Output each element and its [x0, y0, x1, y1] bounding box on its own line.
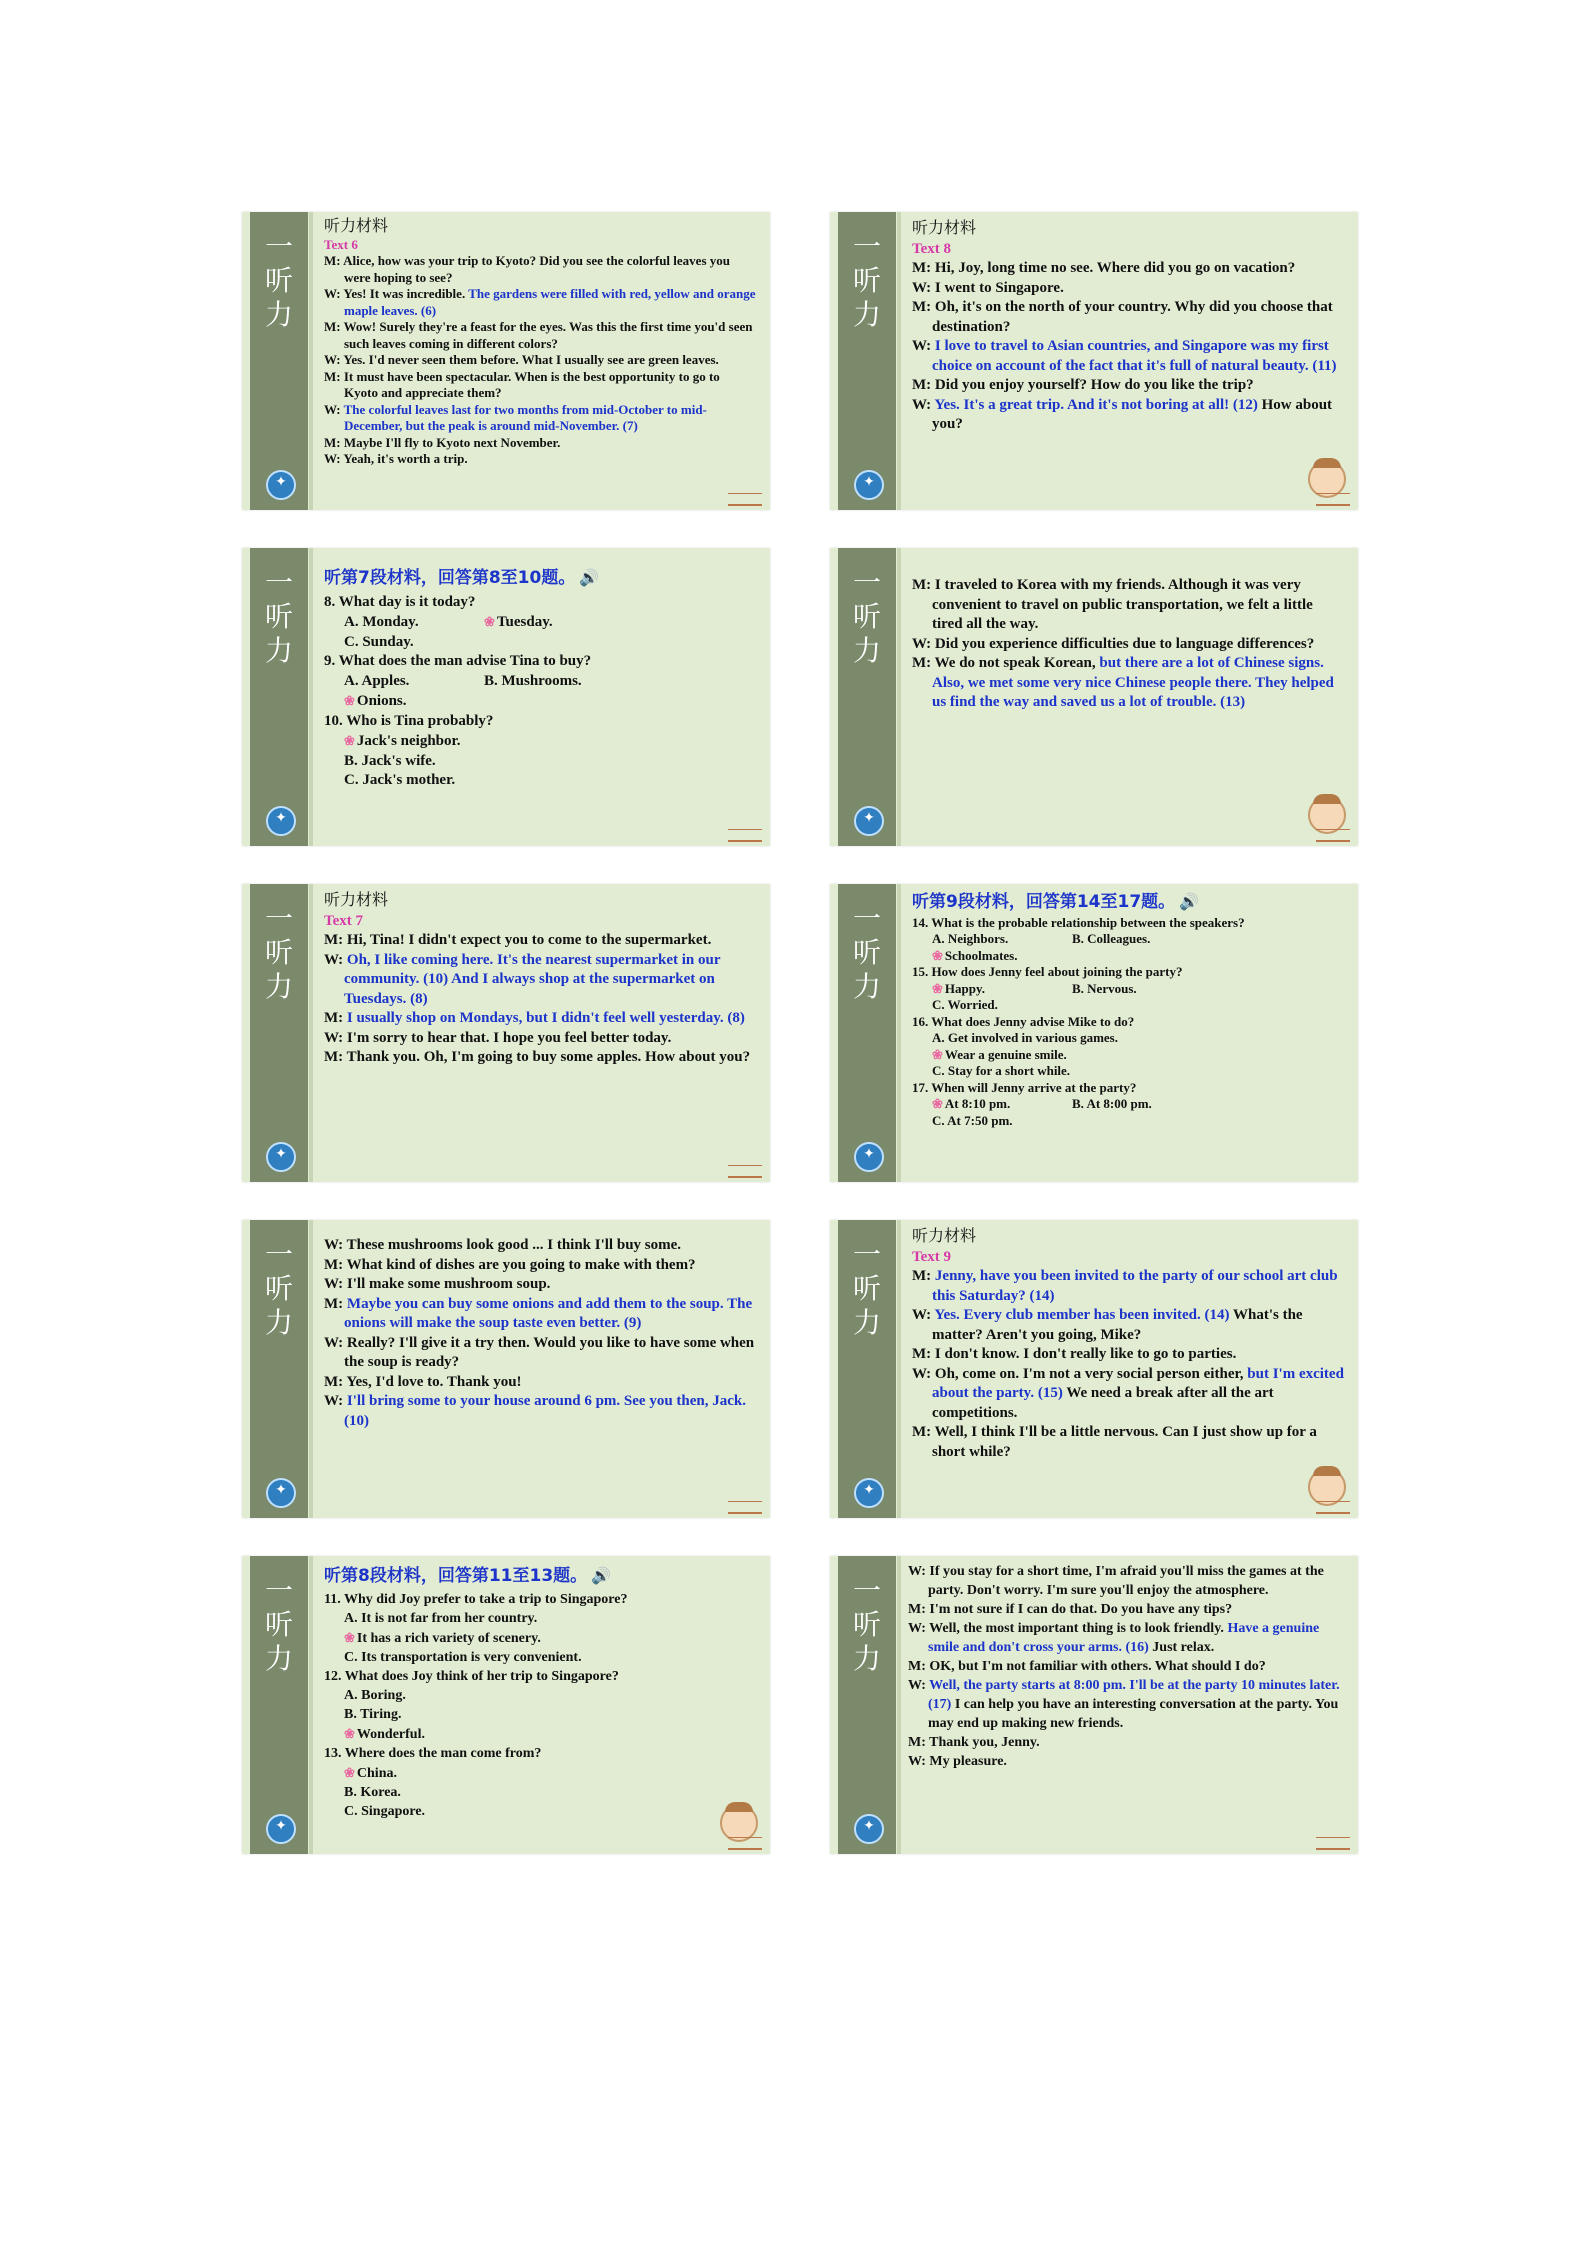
dialogue-line: M: Hi, Joy, long time no see. Where did you go on vacation?	[912, 260, 1296, 276]
section-label: 一 听 力	[264, 1238, 293, 1339]
question-list	[324, 593, 756, 791]
dialogue-line: W: Oh, come on. I'm not a very social person either, but I'm excited about the party. (15) We need a break after all the art competitions.	[912, 1365, 1344, 1421]
dialogue-line: M: I traveled to Korea with my friends. Although it was very convenient to travel on public transportation, we felt a little tired all the way.	[912, 577, 1313, 632]
dialogue-line: M: Thank you. Oh, I'm going to buy some apples. How about you?	[324, 1049, 751, 1065]
dialogue-line: W: Yes. It's a great trip. And it's not boring at all! (12) How about you?	[912, 396, 1333, 432]
question-text: 14. What is the probable relationship between the speakers?	[912, 914, 1245, 930]
answer-option: A. Monday.	[344, 614, 419, 630]
dialogue-line: W: I love to travel to Asian countries, and Singapore was my first choice on account of the fact that it's full of natural beauty. (11)	[912, 338, 1337, 374]
side-bar	[838, 884, 896, 1182]
desk-icon	[728, 493, 762, 506]
dialogue	[912, 1267, 1344, 1462]
answer-option: ❀ Onions.	[344, 693, 407, 709]
desk-icon	[1316, 1501, 1350, 1514]
slide-content	[324, 1562, 756, 1848]
flower-icon: ❀	[344, 1726, 355, 1741]
section-label: 一 听 力	[264, 566, 293, 667]
speaker-icon[interactable]: 🔊	[579, 568, 600, 587]
answer-option: C. Worried.	[932, 997, 998, 1012]
answer-option: ❀ Schoolmates.	[932, 947, 1018, 963]
dialogue-line: W: I'm sorry to hear that. I hope you feel better today.	[324, 1029, 672, 1046]
logo-icon	[266, 470, 296, 500]
slide-text7-cont	[242, 1220, 770, 1518]
answer-option: ❀ Happy.	[932, 980, 986, 996]
dialogue-line: M: Oh, it's on the north of your country. Why did you choose that destination?	[912, 299, 1333, 335]
answer-option: A. Get involved in various games.	[932, 1030, 1118, 1045]
answer-option: ❀ Wonderful.	[344, 1726, 425, 1742]
section-label: 一 听 力	[264, 1574, 293, 1675]
slide-text8-cont	[830, 548, 1358, 846]
desk-icon	[728, 1837, 762, 1850]
dialogue	[324, 253, 756, 468]
answer-option: C. Its transportation is very convenient.	[344, 1650, 582, 1665]
section-label: 一 听 力	[852, 1238, 881, 1339]
question-text: 15. How does Jenny feel about joining the party?	[912, 964, 1183, 979]
dialogue-line: W: These mushrooms look good ... I think I'll buy some.	[324, 1237, 682, 1253]
slide-content	[912, 576, 1344, 840]
flower-icon: ❀	[932, 1096, 943, 1111]
answer-option: A. Apples.	[344, 672, 410, 689]
question-header: 听第9段材料，回答第14至17题。 🔊	[912, 892, 1200, 912]
answer-option: C. Stay for a short while.	[932, 1063, 1071, 1078]
answer-option: B. Colleagues.	[1072, 931, 1151, 946]
question-text: 12. What does Joy think of her trip to Singapore?	[324, 1669, 619, 1684]
section-label: 一 听 力	[264, 902, 293, 1003]
dialogue-line: M: Did you enjoy yourself? How do you like the trip?	[912, 377, 1254, 393]
side-bar	[250, 1220, 308, 1518]
flower-icon: ❀	[932, 980, 943, 996]
dialogue-line: M: Yes, I'd love to. Thank you!	[324, 1373, 522, 1390]
dialogue-line: W: Yes. Every club member has been invited. (14) What's the matter? Aren't you going, Mike?	[912, 1307, 1303, 1343]
dialogue-line: M: Alice, how was your trip to Kyoto? Did you see the colorful leaves you were hoping to see?	[324, 253, 730, 285]
answer-option: C. At 7:50 pm.	[932, 1112, 1013, 1128]
answer-option: ❀ China.	[344, 1765, 397, 1781]
speaker-icon[interactable]: 🔊	[1179, 892, 1200, 911]
dialogue	[908, 1562, 1344, 1771]
flower-icon: ❀	[344, 693, 355, 708]
dialogue-line: M: It must have been spectacular. When is the best opportunity to go to Kyoto and appreciate them?	[324, 368, 720, 400]
dialogue-line: W: I'll bring some to your house around 6 pm. See you then, Jack. (10)	[324, 1393, 747, 1429]
text-title: Text 9	[912, 1248, 952, 1265]
slide-questions-14-17	[830, 884, 1358, 1182]
section-label: 一 听 力	[852, 1574, 881, 1675]
logo-icon	[266, 806, 296, 836]
slide-content	[912, 218, 1344, 504]
slide-content	[324, 554, 756, 840]
side-bar	[838, 1220, 896, 1518]
text-title: Text 6	[324, 236, 358, 252]
question-list	[912, 915, 1344, 1130]
flower-icon: ❀	[932, 1046, 943, 1062]
dialogue-line: M: OK, but I'm not familiar with others. What should I do?	[908, 1659, 1266, 1674]
slide-header: 听力材料	[912, 1226, 977, 1245]
logo-icon	[854, 1814, 884, 1844]
section-label: 一 听 力	[852, 230, 881, 331]
slide-questions-11-13	[242, 1556, 770, 1854]
flower-icon: ❀	[932, 947, 943, 963]
dialogue-line: W: My pleasure.	[908, 1754, 1007, 1769]
logo-icon	[854, 470, 884, 500]
slide-header: 听力材料	[912, 218, 977, 237]
flower-icon: ❀	[344, 733, 355, 748]
answer-option: B. Korea.	[344, 1785, 401, 1800]
side-bar	[838, 548, 896, 846]
dialogue-line: W: Oh, I like coming here. It's the nearest supermarket in our community. (10) And I always shop at the supermarket on Tuesdays. (8)	[324, 951, 721, 1007]
slide-header: 听力材料	[324, 890, 389, 909]
answer-option: C. Sunday.	[344, 633, 414, 650]
dialogue-line: W: Really? I'll give it a try then. Would you like to have some when the soup is ready?	[324, 1334, 755, 1370]
slide-content	[912, 1226, 1344, 1512]
side-bar	[250, 1556, 308, 1854]
desk-icon	[728, 829, 762, 842]
question-text: 9. What does the man advise Tina to buy?	[324, 653, 592, 669]
answer-option: ❀ Wear a genuine smile.	[932, 1046, 1067, 1062]
question-text: 16. What does Jenny advise Mike to do?	[912, 1013, 1135, 1029]
dialogue	[324, 1236, 756, 1431]
answer-option: B. Mushrooms.	[484, 672, 582, 689]
slide-content	[324, 1236, 756, 1512]
side-bar	[250, 884, 308, 1182]
answer-option: A. It is not far from her country.	[344, 1611, 538, 1626]
dialogue-line: M: Hi, Tina! I didn't expect you to come to the supermarket.	[324, 932, 712, 948]
dialogue-line: W: Did you experience difficulties due to language differences?	[912, 635, 1315, 652]
slide-text9	[830, 1220, 1358, 1518]
flower-icon: ❀	[344, 1630, 355, 1645]
dialogue-line: W: Yes! It was incredible. The gardens were filled with red, yellow and orange maple leaves. (6)	[324, 286, 756, 318]
section-label: 一 听 力	[264, 230, 293, 331]
flower-icon: ❀	[484, 614, 495, 629]
slide-text9-cont	[830, 1556, 1358, 1854]
section-label: 一 听 力	[852, 902, 881, 1003]
desk-icon	[728, 1501, 762, 1514]
answer-option: C. Jack's mother.	[344, 772, 456, 788]
answer-option: B. At 8:00 pm.	[1072, 1096, 1152, 1111]
speaker-icon[interactable]: 🔊	[591, 1566, 612, 1585]
text-title: Text 7	[324, 912, 364, 929]
slide-content	[324, 218, 756, 504]
answer-option: ❀ Jack's neighbor.	[344, 733, 461, 749]
dialogue-line: M: Wow! Surely they're a feast for the eyes. Was this the first time you'd seen such leaves coming in different colors?	[324, 319, 753, 351]
dialogue-line: M: I usually shop on Mondays, but I didn't feel well yesterday. (8)	[324, 1010, 745, 1026]
dialogue-line: W: I went to Singapore.	[912, 279, 1064, 296]
question-text: 13. Where does the man come from?	[324, 1746, 542, 1761]
logo-icon	[854, 806, 884, 836]
dialogue-line: W: If you stay for a short time, I'm afraid you'll miss the games at the party. Don't worry. I'm sure you'll enjoy the atmosphere.	[908, 1564, 1324, 1598]
answer-option: ❀ Tuesday.	[484, 614, 553, 630]
logo-icon	[266, 1814, 296, 1844]
dialogue	[324, 931, 756, 1068]
logo-icon	[266, 1142, 296, 1172]
dialogue-line: M: Maybe I'll fly to Kyoto next November.	[324, 434, 561, 450]
dialogue-line: M: We do not speak Korean, but there are a lot of Chinese signs. Also, we met some very nice Chinese people there. They helped us find the way and saved us a lot of trouble. (13)	[912, 655, 1334, 710]
question-header: 听第7段材料，回答第8至10题。 🔊	[324, 568, 600, 588]
dialogue	[912, 259, 1344, 435]
answer-option: B. Jack's wife.	[344, 752, 436, 769]
dialogue-line: W: Yeah, it's worth a trip.	[324, 451, 468, 466]
dialogue-line: W: Well, the most important thing is to look friendly. Have a genuine smile and don't cross your arms. (16) Just relax.	[908, 1621, 1320, 1655]
side-bar	[250, 548, 308, 846]
desk-icon	[1316, 1837, 1350, 1850]
dialogue-line: W: I'll make some mushroom soup.	[324, 1276, 551, 1292]
answer-option: ❀ It has a rich variety of scenery.	[344, 1630, 541, 1646]
answer-option: A. Boring.	[344, 1688, 406, 1703]
dialogue-line: M: What kind of dishes are you going to make with them?	[324, 1256, 696, 1273]
question-text: 10. Who is Tina probably?	[324, 712, 494, 729]
dialogue-line: W: Well, the party starts at 8:00 pm. I'll be at the party 10 minutes later. (17) I can help you have an interesting conversation at the party. You may end up making new friends.	[908, 1678, 1340, 1731]
text-title: Text 8	[912, 240, 952, 257]
question-text: 11. Why did Joy prefer to take a trip to Singapore?	[324, 1592, 628, 1607]
slide-header: 听力材料	[324, 216, 389, 235]
slide-questions-8-10	[242, 548, 770, 846]
answer-option: B. Tiring.	[344, 1707, 402, 1722]
side-bar	[838, 212, 896, 510]
dialogue-line: M: Well, I think I'll be a little nervous. Can I just show up for a short while?	[912, 1424, 1317, 1460]
side-bar	[838, 1556, 896, 1854]
answer-option: C. Singapore.	[344, 1804, 426, 1819]
slide-text8	[830, 212, 1358, 510]
logo-icon	[266, 1478, 296, 1508]
answer-option: ❀ At 8:10 pm.	[932, 1096, 1011, 1111]
question-header: 听第8段材料，回答第11至13题。 🔊	[324, 1566, 612, 1586]
question-list	[324, 1590, 756, 1821]
answer-option: B. Nervous.	[1072, 980, 1137, 996]
desk-icon	[1316, 493, 1350, 506]
question-text: 8. What day is it today?	[324, 593, 476, 610]
slide-text6	[242, 212, 770, 510]
slide-text7	[242, 884, 770, 1182]
answer-option: A. Neighbors.	[932, 931, 1009, 946]
logo-icon	[854, 1142, 884, 1172]
desk-icon	[1316, 829, 1350, 842]
dialogue-line: M: Jenny, have you been invited to the party of our school art club this Saturday? (14)	[912, 1268, 1338, 1304]
side-bar	[250, 212, 308, 510]
dialogue	[912, 576, 1344, 713]
dialogue-line: W: Yes. I'd never seen them before. What I usually see are green leaves.	[324, 352, 719, 367]
logo-icon	[854, 1478, 884, 1508]
section-label: 一 听 力	[852, 566, 881, 667]
dialogue-line: W: The colorful leaves last for two months from mid-October to mid-December, but the peak is around mid-November. (7)	[324, 401, 707, 433]
dialogue-line: M: I don't know. I don't really like to go to parties.	[912, 1346, 1237, 1362]
slide-content	[908, 1562, 1344, 1848]
slide-content	[912, 890, 1344, 1176]
dialogue-line: M: Maybe you can buy some onions and add them to the soup. The onions will make the soup taste even better. (9)	[324, 1295, 753, 1331]
dialogue-line: M: Thank you, Jenny.	[908, 1735, 1040, 1750]
question-text: 17. When will Jenny arrive at the party?	[912, 1079, 1137, 1095]
desk-icon	[728, 1165, 762, 1178]
dialogue-line: M: I'm not sure if I can do that. Do you have any tips?	[908, 1602, 1233, 1617]
slide-content	[324, 890, 756, 1176]
flower-icon: ❀	[344, 1765, 355, 1780]
